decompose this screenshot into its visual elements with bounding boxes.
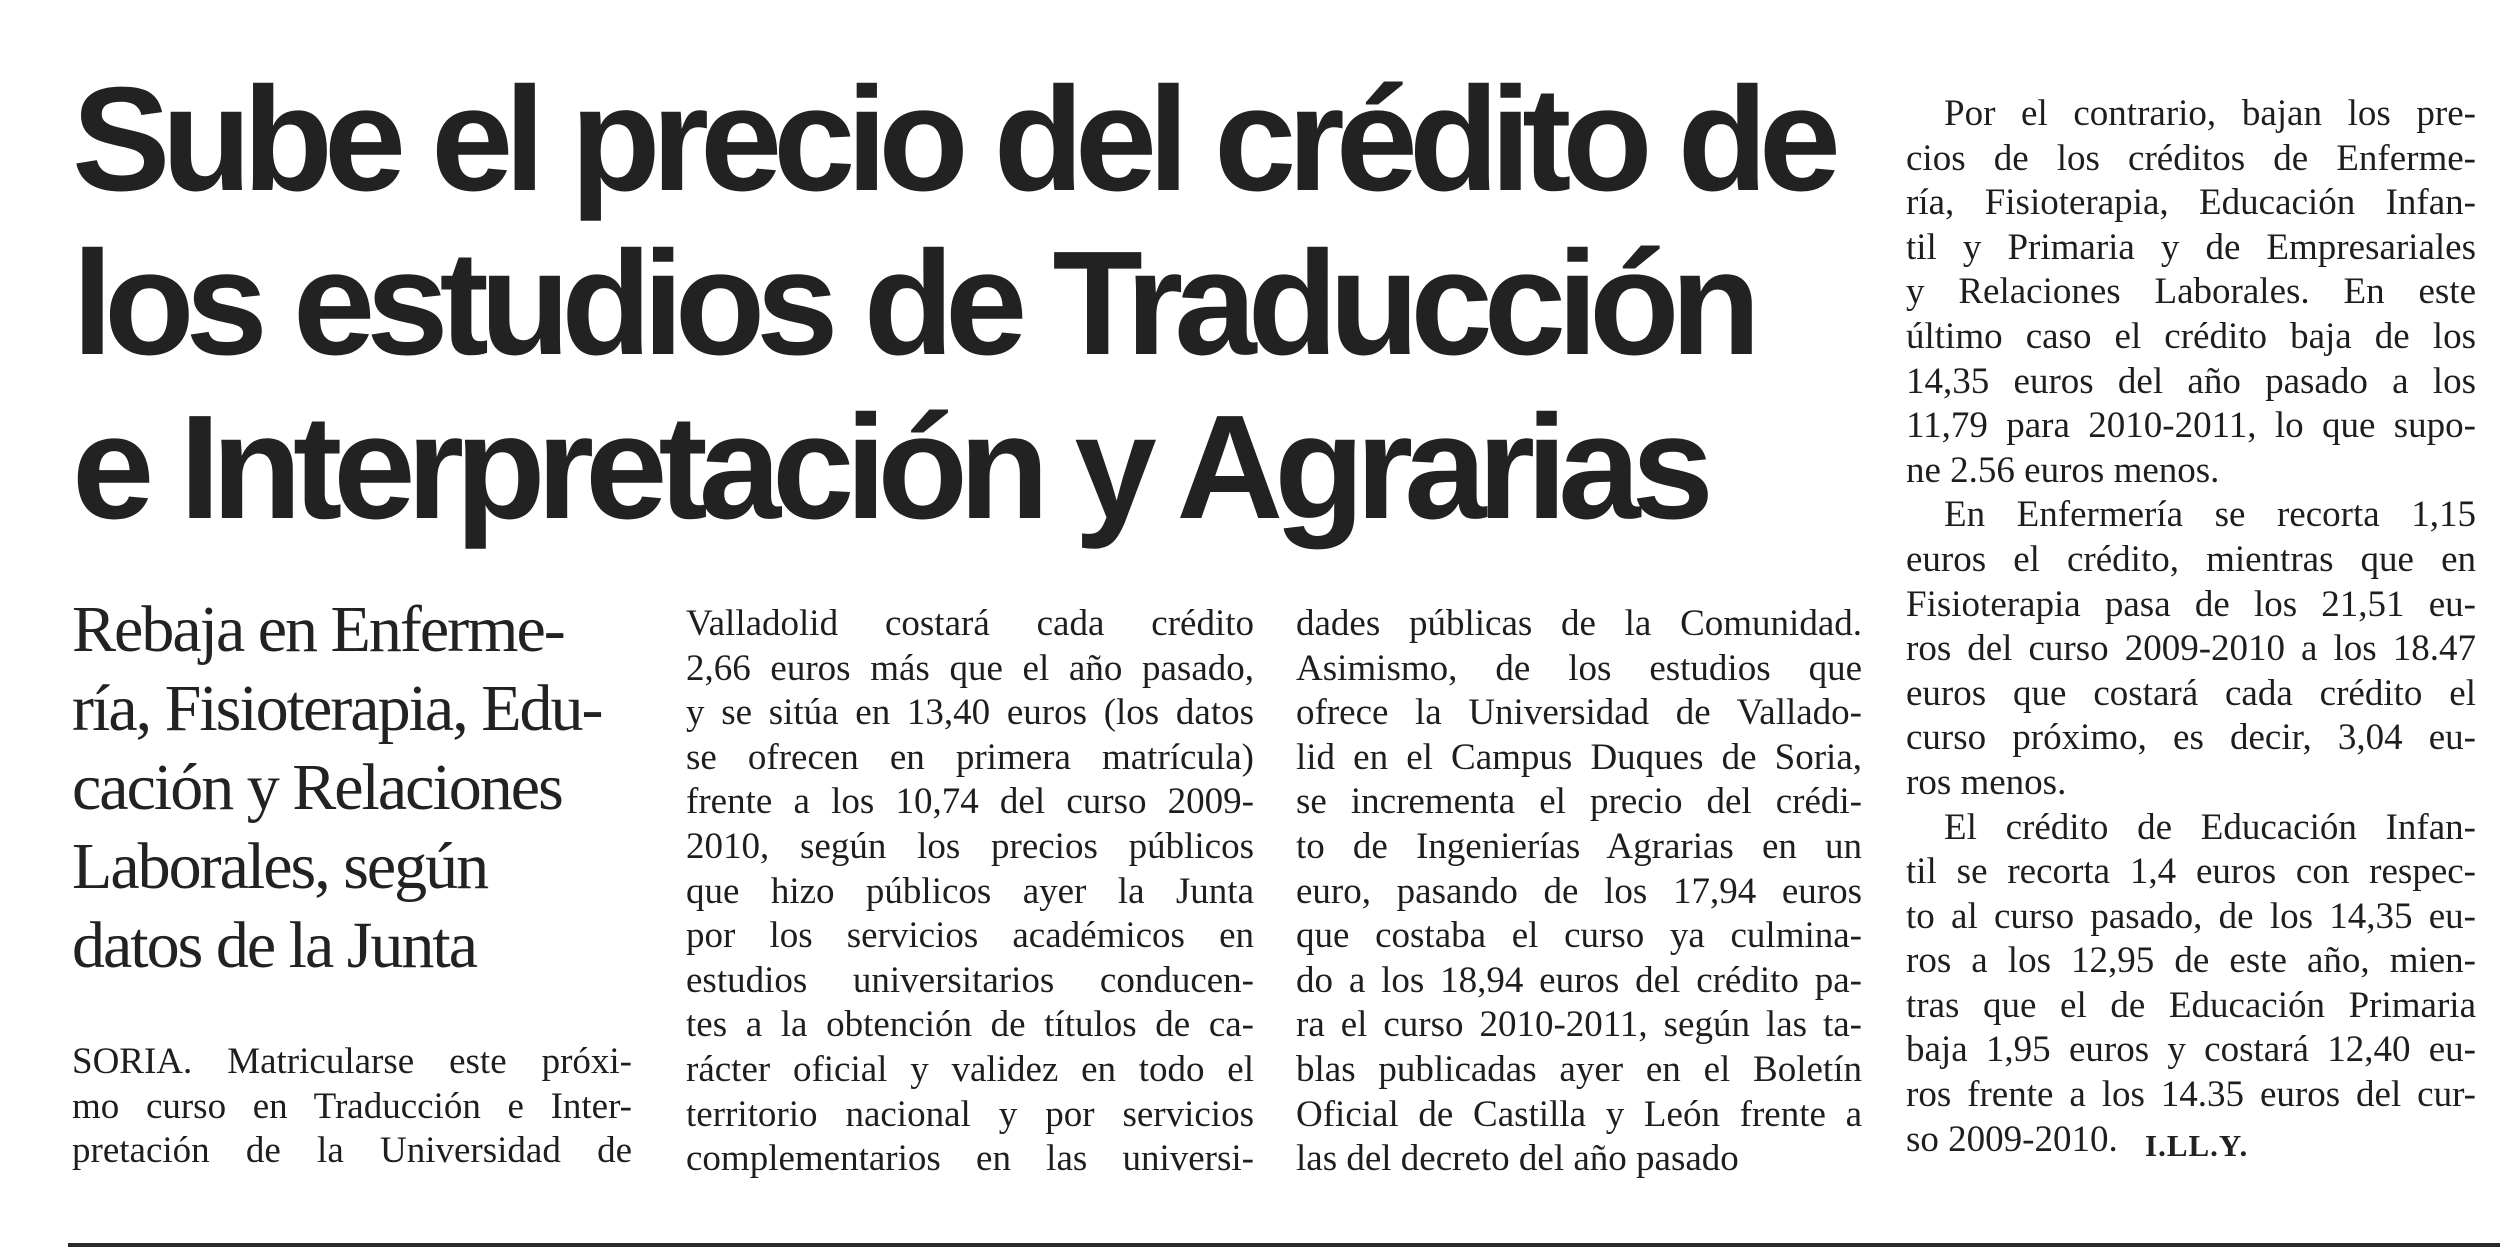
headline-line: los estudios de Traducción <box>72 221 1752 386</box>
text-line: SORIA. Matricularse este próxi- <box>72 1041 632 1082</box>
headline-line: e Interpretación y Agrarias <box>72 385 1705 550</box>
text-line: til se recorta 1,4 euros con respec- <box>1906 851 2476 893</box>
text-line: Oficial de Castilla y León frente a <box>1296 1093 1862 1135</box>
article-column-3 <box>1296 602 1862 1182</box>
text-line: y Relaciones Laborales. En este <box>1906 271 2476 313</box>
text-line: dades públicas de la Comunidad. <box>1296 603 1862 644</box>
text-line: til y Primaria y de Empresariales <box>1906 226 2476 268</box>
text-line: ros frente a los 14.35 euros del cur- <box>1906 1074 2476 1116</box>
text-line: 14,35 euros del año pasado a los <box>1906 360 2476 402</box>
text-line: complementarios en las universi- <box>686 1138 1254 1180</box>
text-line: ros menos. <box>1906 761 2067 803</box>
text-line: tes a la obtención de títulos de ca- <box>686 1004 1254 1046</box>
text-line: tras que el de Educación Primaria <box>1906 984 2476 1026</box>
headline <box>72 58 1832 550</box>
text-line: 11,79 para 2010-2011, lo que supo- <box>1906 405 2476 447</box>
text-line: euro, pasando de los 17,94 euros <box>1296 870 1862 912</box>
text-line: ros a los 12,95 de este año, mien- <box>1906 940 2476 982</box>
article-column-1 <box>72 1040 632 1174</box>
text-line: rácter oficial y validez en todo el <box>686 1048 1254 1090</box>
article-column-2 <box>686 602 1254 1182</box>
text-line: estudios universitarios conducen- <box>686 959 1254 1001</box>
text-line: se incrementa el precio del crédi- <box>1296 781 1862 823</box>
subheadline-line: datos de la Junta <box>72 909 477 982</box>
subheadline-line: Rebaja en Enferme- <box>72 593 564 666</box>
paragraph-start-line: Por el contrario, bajan los pre- <box>1944 93 2476 134</box>
text-line: que costaba el curso ya culmina- <box>1296 915 1862 957</box>
text-line: to al curso pasado, de los 14,35 eu- <box>1906 895 2476 937</box>
text-line: Asimismo, de los estudios que <box>1296 647 1862 689</box>
text-line: cios de los créditos de Enferme- <box>1906 137 2476 179</box>
text-line: curso próximo, es decir, 3,04 eu- <box>1906 717 2476 759</box>
bottom-rule <box>68 1243 2500 1247</box>
paragraph-start-line: En Enfermería se recorta 1,15 <box>1944 494 2476 536</box>
text-line: lid en el Campus Duques de Soria, <box>1296 736 1862 778</box>
text-line: pretación de la Universidad de <box>72 1130 632 1172</box>
subheadline-line: Laborales, según <box>72 830 488 903</box>
paragraph-start-line: El crédito de Educación Infan- <box>1944 806 2476 848</box>
text-line: ne 2.56 euros menos. <box>1906 449 2220 491</box>
article-column-4 <box>1906 92 2476 1162</box>
text-line: ra el curso 2010-2011, según las ta- <box>1296 1004 1862 1046</box>
text-line: y se sitúa en 13,40 euros (los datos <box>686 692 1254 734</box>
text-line: 2010, según los precios públicos <box>686 825 1254 867</box>
text-line: do a los 18,94 euros del crédito pa- <box>1296 959 1862 1001</box>
text-line: se ofrecen en primera matrícula) <box>686 736 1254 778</box>
author-signature: I.LL.Y. <box>2145 1128 2249 1163</box>
text-line: Fisioterapia pasa de los 21,51 eu- <box>1906 583 2476 625</box>
text-line: Valladolid costará cada crédito <box>686 603 1254 644</box>
text-line: por los servicios académicos en <box>686 915 1254 957</box>
text-line: que hizo públicos ayer la Junta <box>686 870 1254 912</box>
text-line: ros del curso 2009-2010 a los 18.47 <box>1906 628 2476 670</box>
text-line: so 2009-2010. <box>1906 1118 2118 1160</box>
text-line: último caso el crédito baja de los <box>1906 315 2476 357</box>
text-line: ofrece la Universidad de Vallado- <box>1296 692 1862 734</box>
text-line: las del decreto del año pasado <box>1296 1138 1739 1180</box>
text-line: 2,66 euros más que el año pasado, <box>686 647 1254 689</box>
text-line: euros el crédito, mientras que en <box>1906 538 2476 580</box>
headline-line: Sube el precio del crédito de <box>72 57 1832 222</box>
text-line: euros que costará cada crédito el <box>1906 672 2476 714</box>
text-line: frente a los 10,74 del curso 2009- <box>686 781 1254 823</box>
subheadline <box>72 590 672 985</box>
subheadline-line: ría, Fisioterapia, Edu- <box>72 672 602 745</box>
text-line: territorio nacional y por servicios <box>686 1093 1254 1135</box>
subheadline-line: cación y Relaciones <box>72 751 562 824</box>
text-line: to de Ingenierías Agrarias en un <box>1296 825 1862 867</box>
text-line: mo curso en Traducción e Inter- <box>72 1085 632 1127</box>
text-line: baja 1,95 euros y costará 12,40 eu- <box>1906 1029 2476 1071</box>
text-line: ría, Fisioterapia, Educación Infan- <box>1906 182 2476 224</box>
text-line: blas publicadas ayer en el Boletín <box>1296 1048 1862 1090</box>
